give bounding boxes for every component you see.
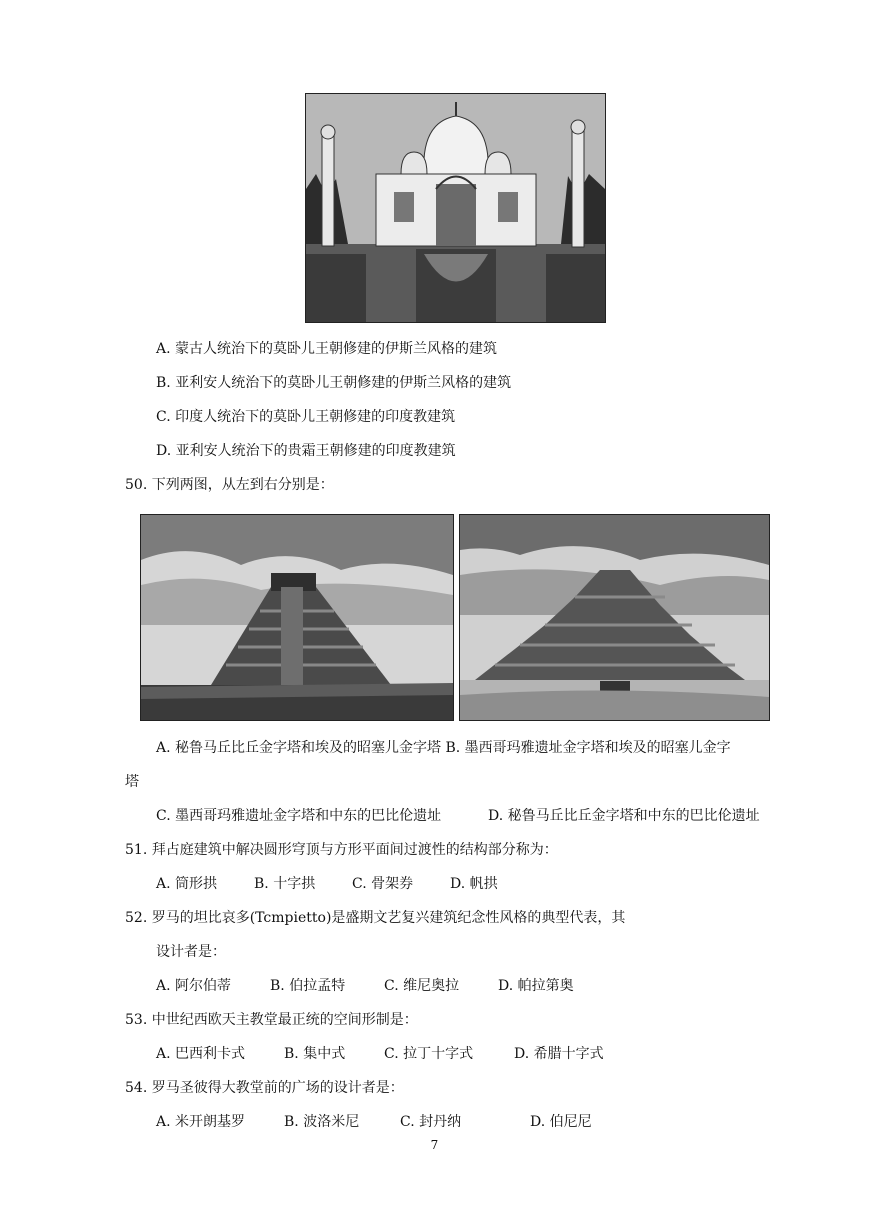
taj-mahal-photo [305,93,606,323]
mayan-pyramid-photo [140,514,454,721]
q51-stem: 51. 拜占庭建筑中解决圆形穹顶与方形平面间过渡性的结构部分称为： [125,842,558,858]
q50-option-ab: A. 秘鲁马丘比丘金字塔和埃及的昭塞儿金字塔 B. 墨西哥玛雅遗址金字塔和埃及的昭塞儿金字 [156,740,731,756]
q54-option-d: D. 伯尼尼 [530,1114,592,1130]
step-pyramid-photo [459,514,770,721]
q52-option-b: B. 伯拉孟特 [270,978,346,994]
q52-option-d: D. 帕拉第奥 [498,978,574,994]
q51-option-b: B. 十字拱 [254,876,316,892]
q51-option-c: C. 骨架券 [352,876,414,892]
q54-option-b: B. 波洛米尼 [284,1114,360,1130]
q53-option-c: C. 拉丁十字式 [384,1046,474,1062]
q51-options [156,874,498,894]
q52-option-a: A. 阿尔伯蒂 [156,978,232,994]
q52-option-c: C. 维尼奥拉 [384,978,460,994]
q53-option-a: A. 巴西利卡式 [156,1046,246,1062]
q53-options [156,1044,604,1064]
q54-stem: 54. 罗马圣彼得大教堂前的广场的设计者是： [125,1080,404,1096]
q50-stem: 50. 下列两图，从左到右分别是： [125,477,334,493]
page-number: 7 [430,1138,439,1152]
q51-option-d: D. 帆拱 [450,876,498,892]
q49-option-a: A. 蒙古人统治下的莫卧儿王朝修建的伊斯兰风格的建筑 [156,341,498,357]
q51-option-a: A. 筒形拱 [156,876,218,892]
q50-option-d: D. 秘鲁马丘比丘金字塔和中东的巴比伦遗址 [488,808,760,824]
q54-options [156,1112,592,1132]
q53-stem: 53. 中世纪西欧天主教堂最正统的空间形制是： [125,1012,418,1028]
q49-option-c: C. 印度人统治下的莫卧儿王朝修建的印度教建筑 [156,409,456,425]
q52-options [156,976,574,996]
q53-option-d: D. 希腊十字式 [514,1046,604,1062]
q49-option-d: D. 亚利安人统治下的贵霜王朝修建的印度教建筑 [156,443,456,459]
q54-option-c: C. 封丹纳 [400,1114,462,1130]
q53-option-b: B. 集中式 [284,1046,346,1062]
q52-stem: 52. 罗马的坦比哀多(Tcmpietto)是盛期文艺复兴建筑纪念性风格的典型代表，其 [125,910,626,926]
q54-option-a: A. 米开朗基罗 [156,1114,246,1130]
q52-stem-cont: 设计者是： [156,944,226,960]
q50-option-c: C. 墨西哥玛雅遗址金字塔和中东的巴比伦遗址 [156,808,442,824]
q49-option-b: B. 亚利安人统治下的莫卧儿王朝修建的伊斯兰风格的建筑 [156,375,512,391]
q50-option-ab-wrap: 塔 [125,774,139,790]
